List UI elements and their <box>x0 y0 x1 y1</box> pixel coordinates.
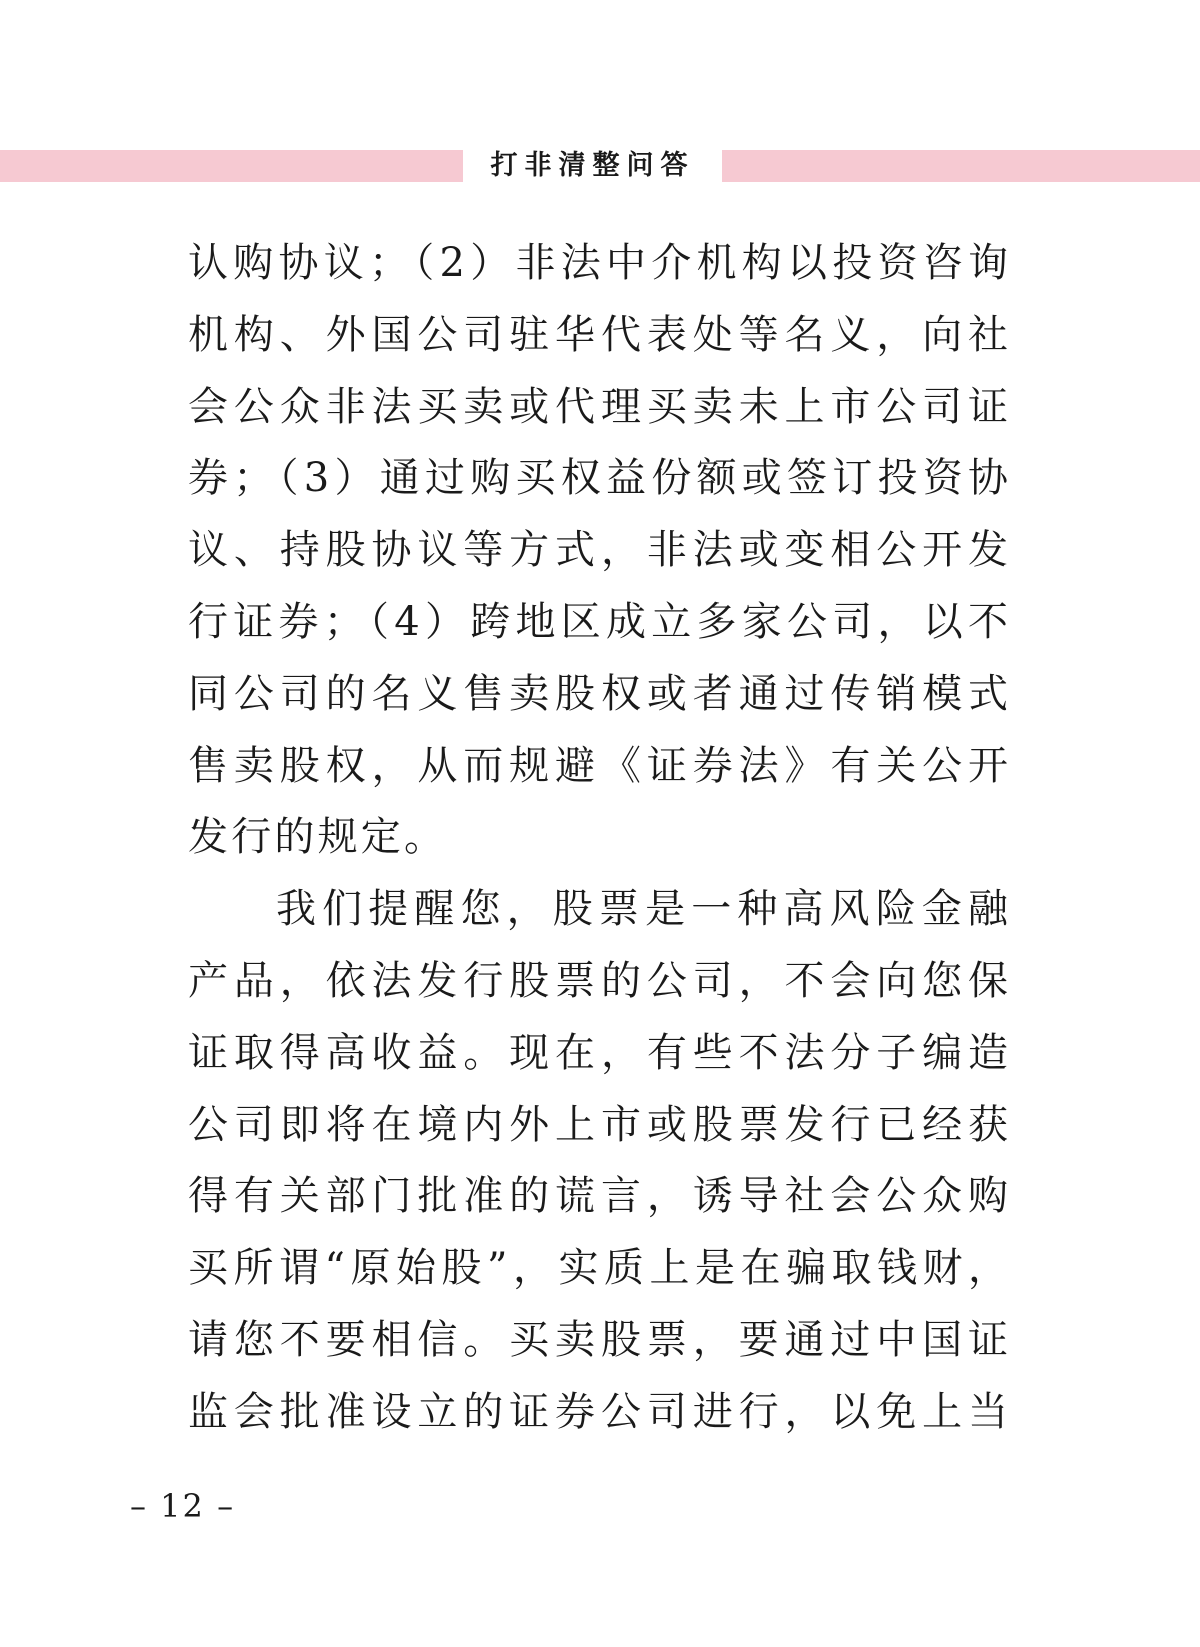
header-bar-left <box>0 150 463 182</box>
header-title: 打非清整问答 <box>490 150 695 181</box>
text-line: 议、持股协议等方式，非法或变相公开发 <box>188 527 1008 574</box>
text-line: 监会批准设立的证券公司进行，以免上当 <box>188 1388 1008 1435</box>
page-number: – 12 – <box>130 1487 236 1525</box>
text-line: 认购协议；（2）非法中介机构以投资咨询 <box>188 240 1008 286</box>
text-line: 请您不要相信。买卖股票，要通过中国证 <box>188 1316 1008 1363</box>
text-line: 机构、外国公司驻华代表处等名义，向社 <box>188 311 1008 358</box>
body-text <box>188 228 1008 1449</box>
text-line: 售卖股权，从而规避《证券法》有关公开 <box>188 742 1008 789</box>
header-bar-right <box>722 150 1200 182</box>
text-line: 买所谓“原始股”，实质上是在骗取钱财， <box>188 1245 1008 1292</box>
text-line: 行证券；（4）跨地区成立多家公司，以不 <box>188 598 1008 645</box>
text-line: 发行的规定。 <box>188 814 448 861</box>
text-line: 券；（3）通过购买权益份额或签订投资协 <box>188 455 1008 502</box>
text-line: 得有关部门批准的谎言，诱导社会公众购 <box>188 1173 1008 1220</box>
text-line: 公司即将在境内外上市或股票发行已经获 <box>188 1101 1008 1148</box>
text-line: 同公司的名义售卖股权或者通过传销模式 <box>188 670 1008 717</box>
text-line: 证取得高收益。现在，有些不法分子编造 <box>188 1029 1008 1076</box>
paragraph-first-line: 我们提醒您，股票是一种高风险金融 <box>276 886 1008 933</box>
text-line: 会公众非法买卖或代理买卖未上市公司证 <box>188 383 1008 430</box>
running-header <box>0 146 1200 184</box>
text-line: 产品，依法发行股票的公司，不会向您保 <box>188 957 1008 1004</box>
